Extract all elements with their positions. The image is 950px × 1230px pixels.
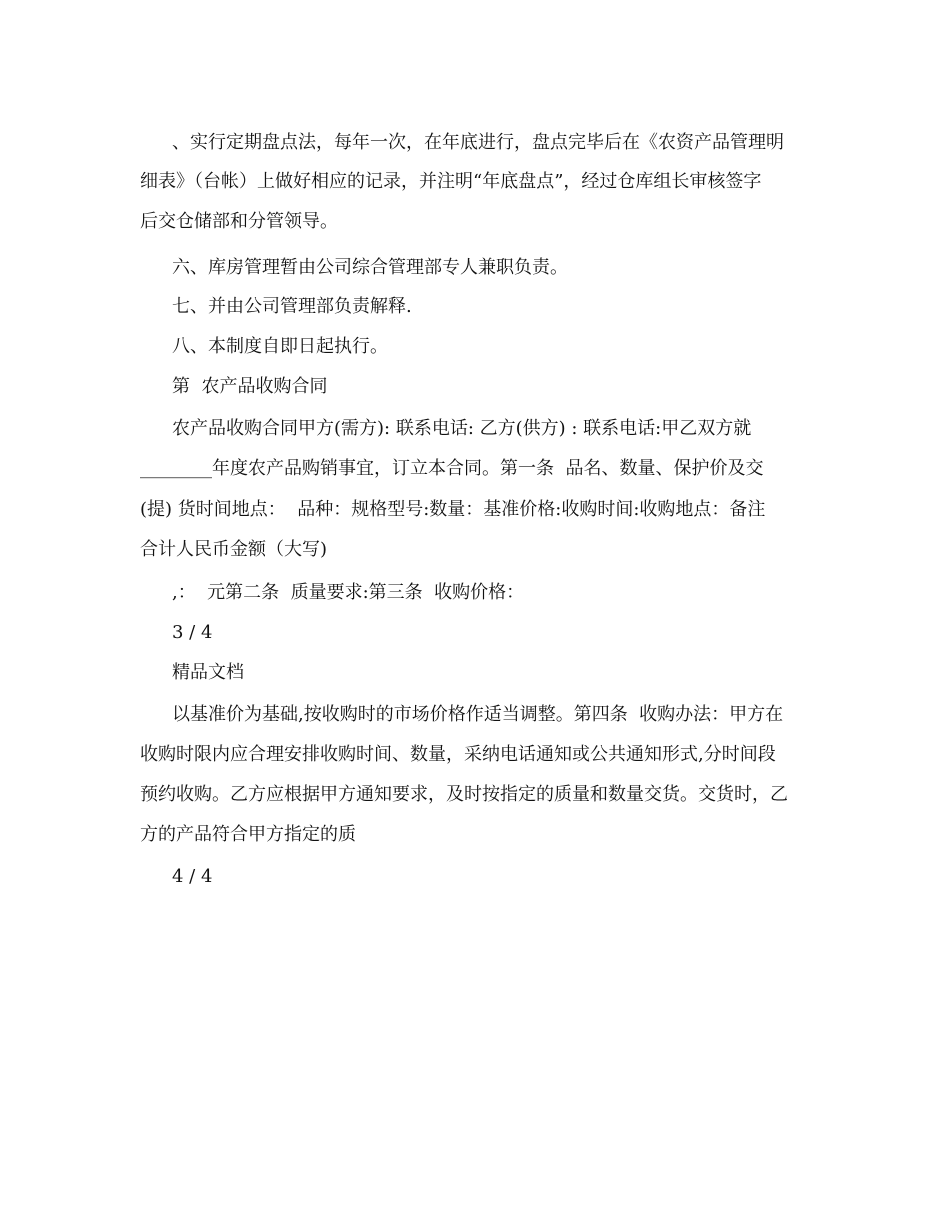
text-line: 合计人民币金额（大写) [140,539,328,560]
text-line: 以基准价为基础,按收购时的市场价格作适当调整。第四条 收购办法：甲方在 [172,704,784,725]
section-heading: 第 农产品收购合同 [172,376,328,397]
page-number: 3 / 4 [172,622,213,643]
text-line: (提) 货时间地点： 品种：规格型号:数量：基准价格:收购时间:收购地点：备注 [140,499,766,520]
document-header-label: 精品文档 [172,662,244,683]
text-line: ________年度农产品购销事宜，订立本合同。第一条 品名、数量、保护价及交 [140,458,764,479]
text-line: 预约收购。乙方应根据甲方通知要求，及时按指定的质量和数量交货。交货时，乙 [140,784,788,805]
text-line: 、实行定期盘点法，每年一次，在年底进行，盘点完毕后在《农资产品管理明 [172,132,784,153]
text-line: 方的产品符合甲方指定的质 [140,824,356,845]
text-line: 农产品收购合同甲方(需方): 联系电话: 乙方(供方) : 联系电话:甲乙双方就 [172,418,752,439]
page-number: 4 / 4 [172,866,213,887]
text-line: 细表》（台帐）上做好相应的记录，并注明“年底盘点”，经过仓库组长审核签字 [140,171,762,192]
text-line: ,： 元第二条 质量要求:第三条 收购价格： [172,582,525,603]
text-line: 后交仓储部和分管领导。 [140,211,338,232]
text-line: 六、库房管理暂由公司综合管理部专人兼职负责。 [172,257,568,278]
text-line: 收购时限内应合理安排收购时间、数量，采纳电话通知或公共通知形式,分时间段 [140,744,776,765]
text-line: 七、并由公司管理部负责解释. [172,296,412,317]
text-line: 八、本制度自即日起执行。 [172,336,388,357]
